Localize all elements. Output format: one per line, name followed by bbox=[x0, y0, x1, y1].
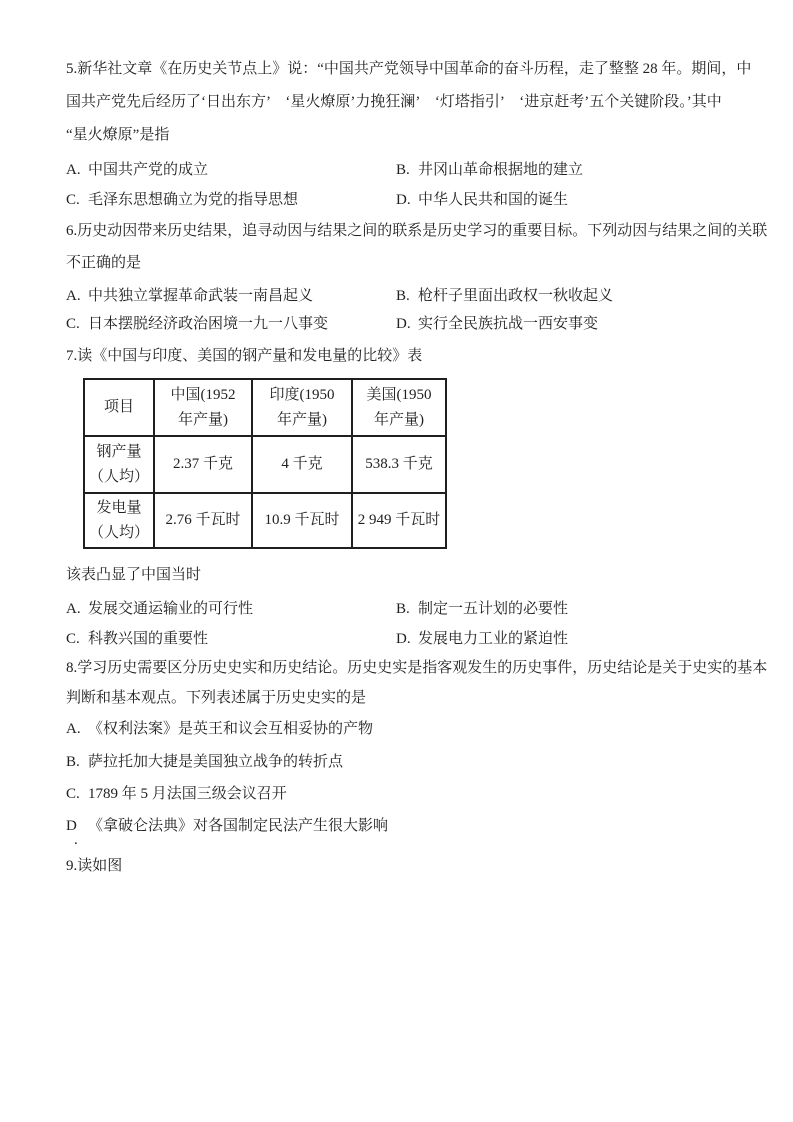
table-header-china bbox=[154, 379, 252, 436]
q7-option-c bbox=[66, 630, 208, 649]
option-label: B. bbox=[396, 162, 410, 178]
option-text: 枪杆子里面出政权一秋收起义 bbox=[418, 288, 614, 304]
q5-stem-line-1: 5.新华社文章《在历史关节点上》说：“中国共产党领导中国革命的奋斗历程，走了整整 28 年。期间，中 bbox=[66, 61, 752, 77]
option-text: 井冈山革命根据地的建立 bbox=[418, 162, 584, 178]
header-line: 年产量) bbox=[178, 411, 228, 428]
table-header-india bbox=[252, 379, 352, 436]
option-label: D. bbox=[396, 316, 411, 332]
q8-option-c bbox=[66, 785, 287, 804]
q5-option-a bbox=[66, 161, 208, 180]
option-text: 萨拉托加大捷是美国独立战争的转折点 bbox=[88, 754, 344, 770]
option-text: 1789 年 5 月法国三级会议召开 bbox=[88, 786, 287, 802]
table-cell: 10.9 千瓦时 bbox=[252, 493, 352, 548]
table-header-row bbox=[84, 379, 446, 436]
option-label: B. bbox=[66, 754, 80, 770]
q8-stem-line-2: 判断和基本观点。下列表述属于历史史实的是 bbox=[66, 690, 367, 706]
table-header-usa bbox=[352, 379, 446, 436]
table-header-item: 项目 bbox=[84, 379, 154, 436]
option-label: A. bbox=[66, 162, 81, 178]
q8-stem-line-1: 8.学习历史需要区分历史史实和历史结论。历史史实是指客观发生的历史事件，历史结论是关于史实的基本 bbox=[66, 660, 768, 676]
option-text: 发展交通运输业的可行性 bbox=[88, 601, 254, 617]
header-line: 年产量) bbox=[277, 411, 327, 428]
q5-option-d bbox=[396, 191, 568, 210]
option-label: A. bbox=[66, 288, 81, 304]
option-text: 毛泽东思想确立为党的指导思想 bbox=[88, 192, 299, 208]
q6-option-c bbox=[66, 315, 328, 334]
option-label: C. bbox=[66, 316, 80, 332]
q7-option-d bbox=[396, 630, 568, 649]
q6-stem-line-2: 不正确的是 bbox=[66, 255, 142, 271]
q5-option-c bbox=[66, 191, 298, 210]
table-row-steel bbox=[84, 436, 446, 493]
table-row-label bbox=[84, 436, 154, 493]
option-label: B. bbox=[396, 601, 410, 617]
q6-option-a bbox=[66, 287, 313, 306]
q5-stem-line-3: “星火燎原”是指 bbox=[66, 127, 170, 143]
q7-followup: 该表凸显了中国当时 bbox=[66, 567, 202, 583]
header-line: 印度(1950 bbox=[269, 386, 335, 403]
option-text: 《权利法案》是英王和议会互相妥协的产物 bbox=[88, 721, 374, 737]
option-label: D. bbox=[396, 192, 411, 208]
q8-option-a bbox=[66, 720, 373, 739]
q7-stem: 7.读《中国与印度、美国的钢产量和发电量的比较》表 bbox=[66, 348, 423, 364]
q6-stem-line-1: 6.历史动因带来历史结果，追寻动因与结果之间的联系是历史学习的重要目标。下列动因与结果之间的关联 bbox=[66, 223, 768, 239]
option-label: C. bbox=[66, 192, 80, 208]
q9-stem: 9.读如图 bbox=[66, 858, 123, 874]
option-label: A. bbox=[66, 601, 81, 617]
table-row-label bbox=[84, 493, 154, 548]
q5-option-b bbox=[396, 161, 583, 180]
option-text: 科教兴国的重要性 bbox=[88, 631, 209, 647]
q6-option-d bbox=[396, 315, 598, 334]
q8-option-b bbox=[66, 753, 343, 772]
option-text: 中华人民共和国的诞生 bbox=[418, 192, 569, 208]
table-cell: 2 949 千瓦时 bbox=[352, 493, 446, 548]
option-text: 中国共产党的成立 bbox=[88, 162, 209, 178]
row-label-line: 钢产量 bbox=[96, 443, 142, 460]
option-label: C. bbox=[66, 786, 80, 802]
option-text: 《拿破仑法典》对各国制定民法产生很大影响 bbox=[88, 818, 389, 834]
stray-period-mark: . bbox=[74, 832, 78, 848]
option-label: D. bbox=[396, 631, 411, 647]
option-text: 发展电力工业的紧迫性 bbox=[418, 631, 569, 647]
q7-option-a bbox=[66, 600, 253, 619]
option-label: B. bbox=[396, 288, 410, 304]
option-text: 实行全民族抗战一西安事变 bbox=[418, 316, 599, 332]
header-line: 年产量) bbox=[374, 411, 424, 428]
q7-option-b bbox=[396, 600, 568, 619]
row-label-line: 发电量 bbox=[96, 499, 142, 516]
header-line: 中国(1952 bbox=[170, 386, 236, 403]
comparison-table bbox=[83, 378, 447, 549]
option-text: 中共独立掌握革命武装一南昌起义 bbox=[88, 288, 314, 304]
row-label-line: （人均） bbox=[88, 468, 149, 485]
q5-stem-line-2: 国共产党先后经历了‘日出东方’ ‘星火燎原’力挽狂澜’ ‘灯塔指引’ ‘进京赶考’五个关键阶段。’其中 bbox=[66, 94, 722, 110]
q8-option-d bbox=[66, 817, 388, 836]
option-label: C. bbox=[66, 631, 80, 647]
q6-option-b bbox=[396, 287, 613, 306]
option-text: 制定一五计划的必要性 bbox=[418, 601, 569, 617]
row-label-line: （人均） bbox=[88, 524, 149, 541]
option-label: D bbox=[66, 818, 77, 834]
table-cell: 2.76 千瓦时 bbox=[154, 493, 252, 548]
option-text: 日本摆脱经济政治困境一九一八事变 bbox=[88, 316, 329, 332]
option-label: A. bbox=[66, 721, 81, 737]
table-row-electricity bbox=[84, 493, 446, 548]
table-cell: 4 千克 bbox=[252, 436, 352, 493]
table-cell: 538.3 千克 bbox=[352, 436, 446, 493]
header-line: 美国(1950 bbox=[366, 386, 432, 403]
table-cell: 2.37 千克 bbox=[154, 436, 252, 493]
